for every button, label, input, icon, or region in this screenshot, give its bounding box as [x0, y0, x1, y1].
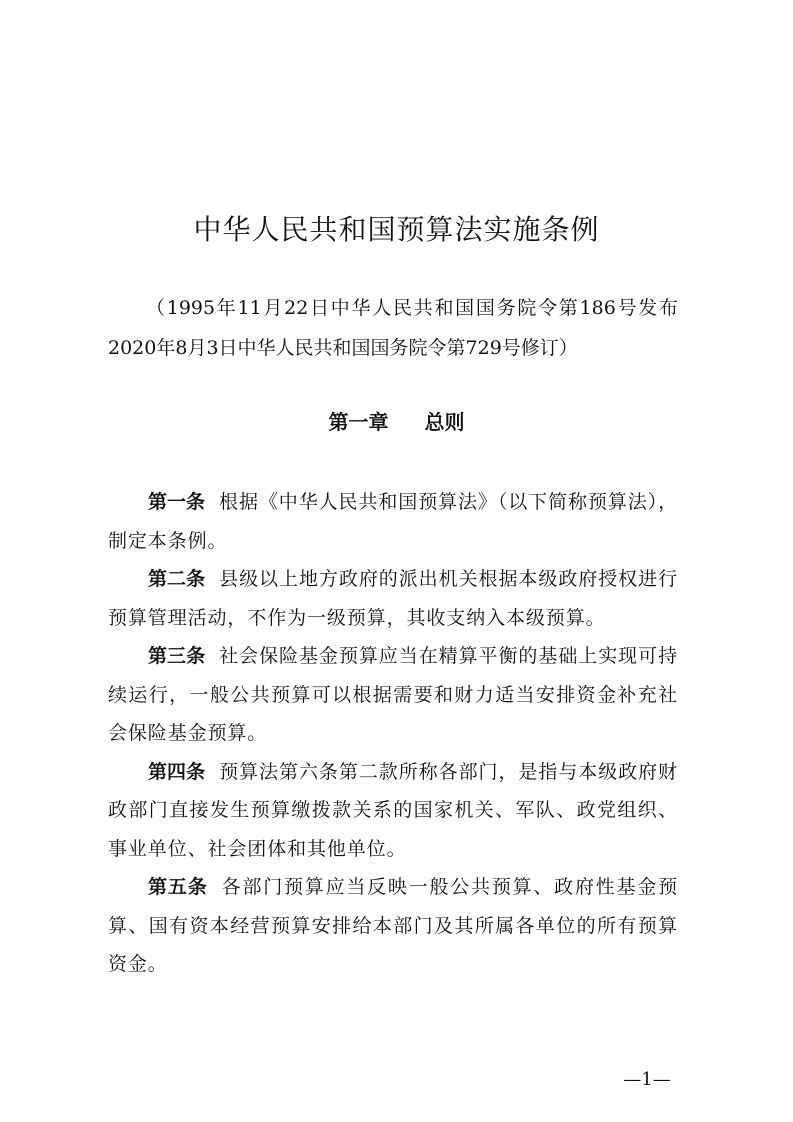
- chapter-name: 总则: [424, 410, 465, 434]
- article-text: 预算法第六条第二款所称各部门，是指与本级政府财政部门直接发生预算缴拨款关系的国家机关、军队、政党组织、事业单位、社会团体和其他单位。: [108, 760, 678, 860]
- chapter-heading: [0, 404, 793, 440]
- page-number: —1—: [623, 1069, 671, 1090]
- article-3: [108, 637, 678, 753]
- article-number: 第五条: [148, 876, 208, 898]
- article-text: 社会保险基金预算应当在精算平衡的基础上实现可持续运行，一般公共预算可以根据需要和财力适当安排资金补充社会保险基金预算。: [108, 645, 678, 744]
- article-text: 根据《中华人民共和国预算法》（以下简称预算法），制定本条例。: [108, 491, 678, 552]
- article-2: [108, 560, 678, 637]
- article-number: 第一条: [148, 491, 206, 513]
- article-number: 第四条: [148, 760, 206, 783]
- article-4: [108, 753, 678, 869]
- publication-note: （1995年11月22日中华人民共和国国务院令第186号发布 2020年8月3日中华人民共和国国务院令第729号修订）: [108, 297, 698, 359]
- article-text: 各部门预算应当反映一般公共预算、政府性基金预算、国有资本经营预算安排给本部门及其所属各单位的所有预算资金。: [108, 876, 678, 975]
- article-number: 第三条: [148, 645, 206, 667]
- chapter-number: 第一章: [328, 410, 389, 434]
- document-title: 中华人民共和国预算法实施条例: [193, 213, 600, 246]
- article-1: [108, 483, 678, 560]
- article-text: 县级以上地方政府的派出机关根据本级政府授权进行预算管理活动，不作为一级预算，其收支纳入本级预算。: [108, 568, 678, 629]
- article-list: [108, 483, 678, 984]
- article-number: 第二条: [148, 568, 206, 590]
- article-5: [108, 868, 678, 984]
